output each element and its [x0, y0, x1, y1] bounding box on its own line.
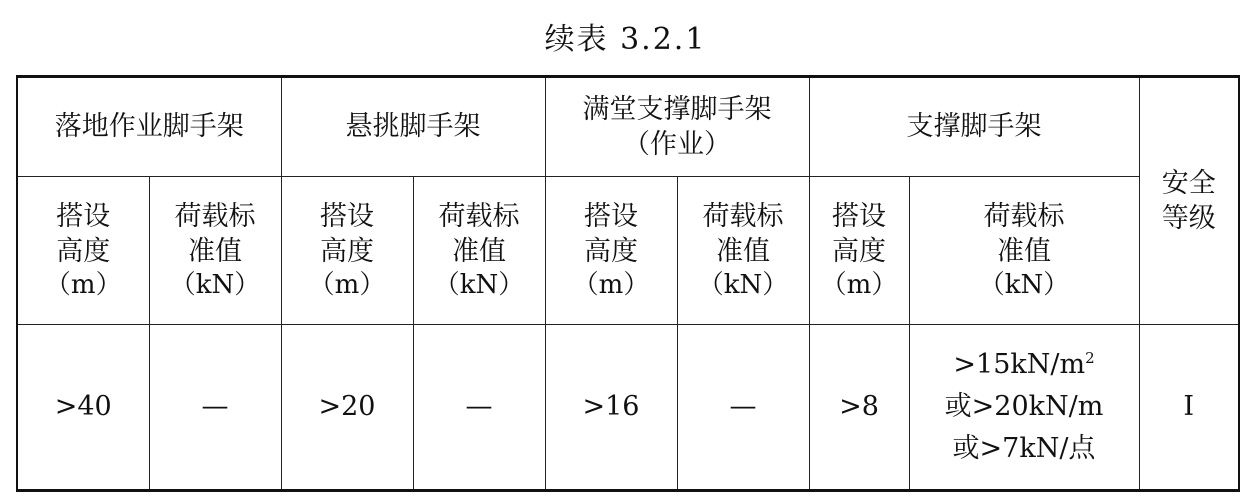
height-header-line2: 高度 — [56, 235, 111, 267]
height-header — [17, 177, 149, 325]
height-header — [809, 177, 909, 325]
group-header-cantilever-scaffold: 悬挑脚手架 — [281, 77, 545, 177]
height-header-unit: （m） — [308, 269, 386, 300]
height-header — [545, 177, 677, 325]
height-header — [281, 177, 413, 325]
safety-level-header — [1139, 77, 1239, 325]
floor-load-cell: — — [149, 325, 281, 491]
height-header-line1: 搭设 — [584, 200, 638, 232]
height-header-line1: 搭设 — [832, 200, 886, 232]
scaffold-safety-table — [16, 75, 1240, 492]
height-header-line2: 高度 — [584, 235, 638, 267]
group-header-full-line1: 满堂支撑脚手架 — [582, 93, 772, 125]
height-header-line1: 搭设 — [56, 200, 111, 232]
support-load-cell — [909, 325, 1139, 491]
full-height-cell: >16 — [545, 325, 677, 491]
cantilever-height-cell: >20 — [281, 325, 413, 491]
group-header-support-scaffold: 支撑脚手架 — [809, 77, 1139, 177]
load-header-line2: 准值 — [997, 235, 1051, 267]
table-row — [17, 325, 1239, 491]
height-header-line1: 搭设 — [320, 200, 374, 232]
load-header-unit: （kN） — [978, 269, 1070, 300]
cantilever-load-cell: — — [413, 325, 545, 491]
height-header-line2: 高度 — [832, 235, 886, 267]
safety-level-header-line2: 等级 — [1161, 203, 1216, 234]
load-header-line1: 荷载标 — [174, 200, 256, 232]
load-header-line1: 荷载标 — [702, 200, 784, 232]
group-header-full-support-scaffold — [545, 77, 809, 177]
support-load-line1 — [910, 344, 1139, 386]
load-header-line1: 荷载标 — [438, 200, 520, 232]
load-header-unit: （kN） — [169, 269, 261, 300]
support-load-line2: 或>20kN/m — [944, 391, 1104, 423]
load-header — [677, 177, 809, 325]
support-load-line1-sup: 2 — [1085, 349, 1095, 368]
support-load-line3: 或>7kN/点 — [952, 432, 1096, 464]
table-caption: 续表 3.2.1 — [544, 22, 707, 57]
height-header-unit: （m） — [820, 269, 898, 300]
load-header-line2: 准值 — [188, 235, 242, 267]
floor-height-cell: >40 — [17, 325, 149, 491]
load-header — [413, 177, 545, 325]
safety-level-header-line1: 安全 — [1161, 167, 1216, 199]
load-header-unit: （kN） — [433, 269, 525, 300]
full-load-cell: — — [677, 325, 809, 491]
group-header-full-line2: （作业） — [623, 129, 731, 160]
height-header-unit: （m） — [44, 269, 122, 300]
height-header-unit: （m） — [572, 269, 650, 300]
group-header-floor-scaffold: 落地作业脚手架 — [17, 77, 281, 177]
load-header-unit: （kN） — [697, 269, 789, 300]
load-header — [909, 177, 1139, 325]
load-header-line2: 准值 — [452, 235, 506, 267]
load-header — [149, 177, 281, 325]
group-header-row — [17, 77, 1239, 177]
load-header-line2: 准值 — [716, 235, 770, 267]
support-height-cell: >8 — [809, 325, 909, 491]
sub-header-row — [17, 177, 1239, 325]
load-header-line1: 荷载标 — [983, 200, 1065, 232]
support-load-line1-text: >15kN/m — [953, 349, 1086, 381]
safety-level-cell: Ⅰ — [1139, 325, 1239, 491]
height-header-line2: 高度 — [320, 235, 374, 267]
